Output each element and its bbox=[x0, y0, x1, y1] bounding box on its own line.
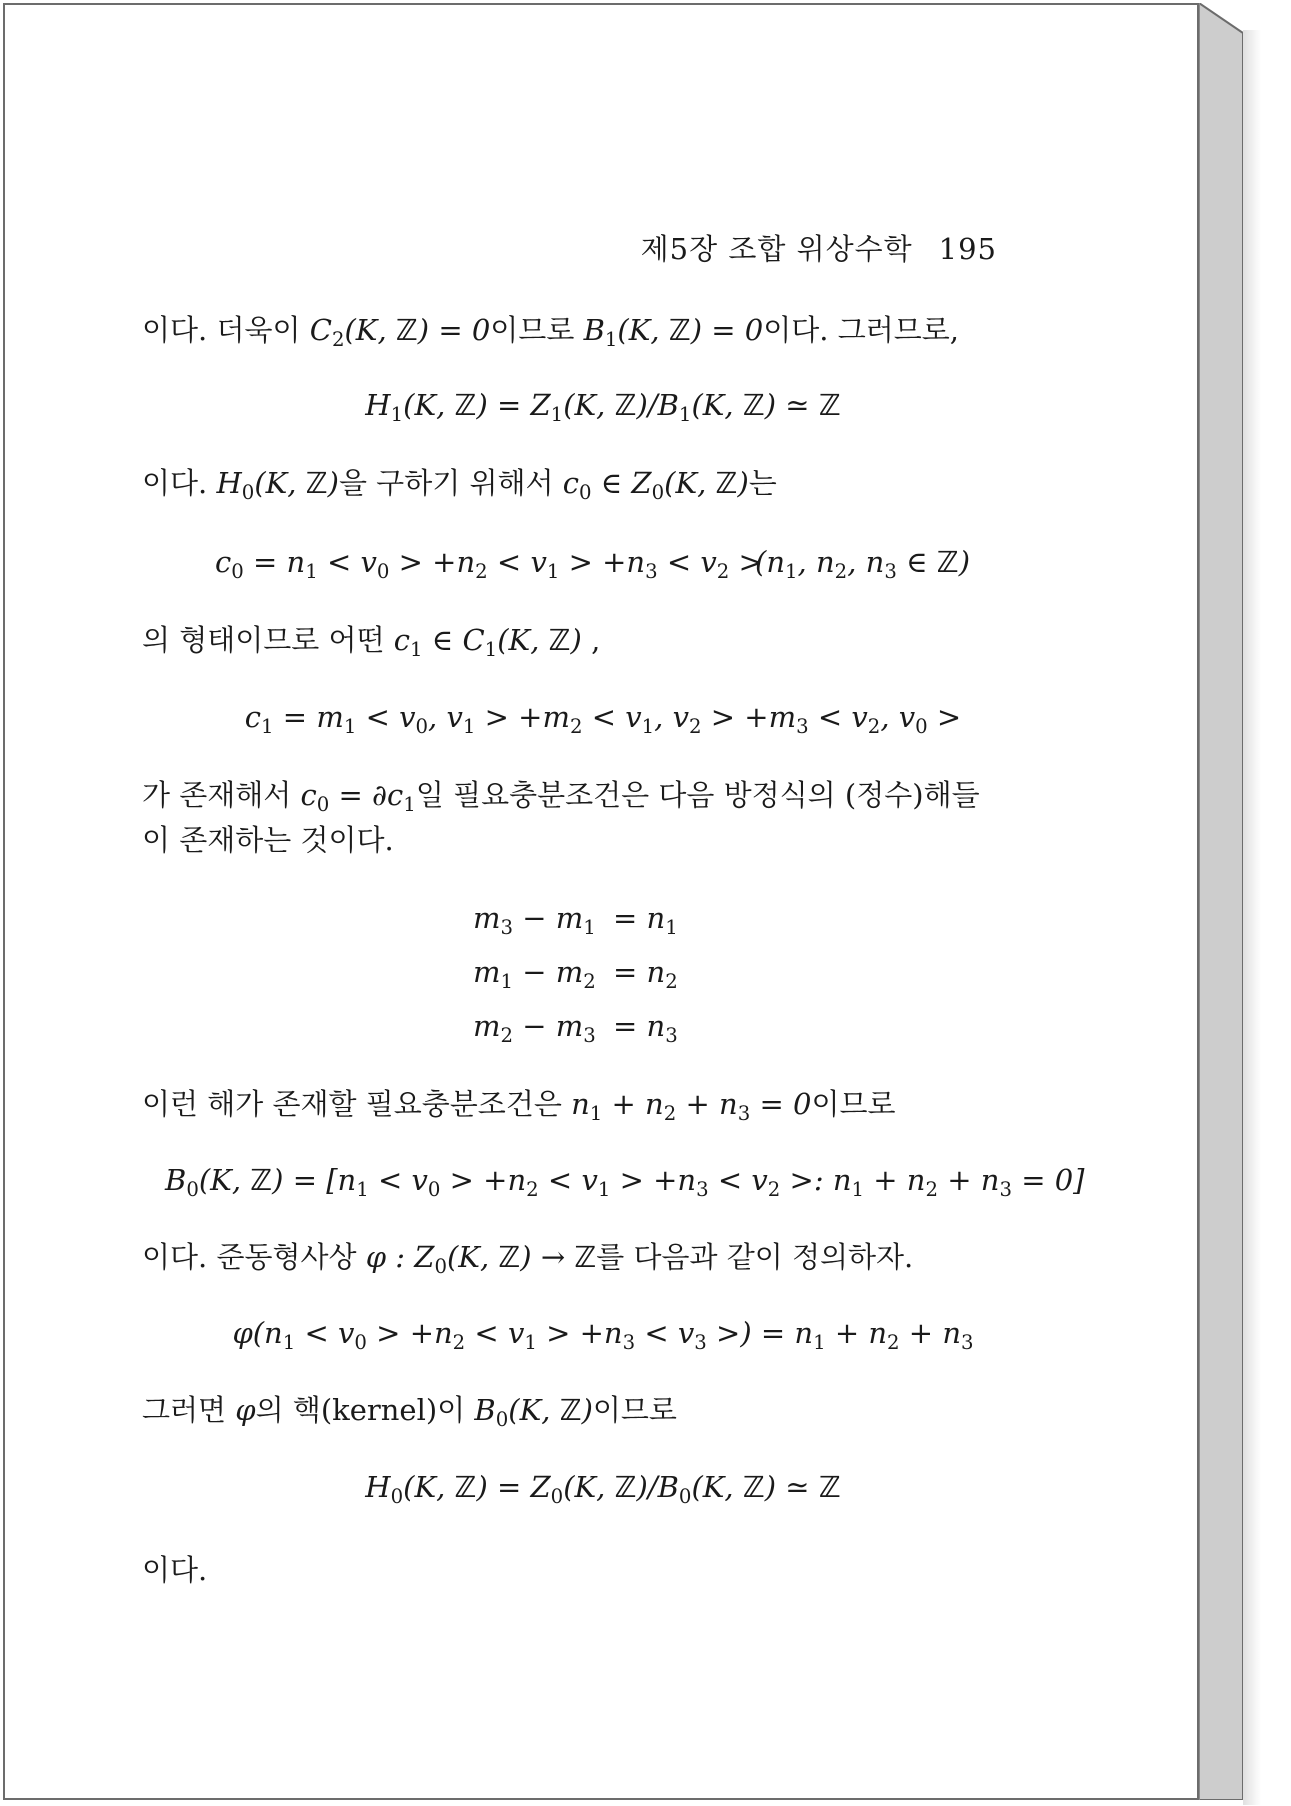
equation-b0: $B_0(K$, ℤ) = [$n_1 < v_0 > +n_2 < v_1 > +n_3 < v_2$ >: $n_1 + n_2 + n_3 = 0$] bbox=[165, 1163, 1085, 1201]
equation-c0: $c_0 = n_1 < v_0 > +n_2 < v_1 > +n_3 < v_2$ > bbox=[215, 545, 763, 583]
math-c2: $C_2(K$, ℤ) = 0 bbox=[309, 313, 491, 351]
equation-system-row-2: $m_1 - m_2 = n_2$ bbox=[473, 955, 678, 993]
equation-c0-condition: ($n_1$, $n_2$, $n_3$ ∈ ℤ) bbox=[755, 545, 971, 583]
running-header bbox=[641, 227, 997, 268]
book-page bbox=[3, 3, 1199, 1800]
text-line-8: 이 존재하는 것이다. bbox=[142, 823, 394, 857]
text-line-5: 의 형태이므로 어떤 $c_1$ ∈ $C_1(K$, ℤ) , bbox=[142, 623, 601, 661]
page-shadow bbox=[1243, 30, 1261, 1805]
text-line-10: 이런 해가 존재할 필요충분조건은 $n_1 + n_2 + n_3 = 0$이므로 bbox=[142, 1087, 896, 1125]
equation-h1: $H_1(K$, ℤ) = $Z_1(K$, $ℤ)/B_1(K$, ℤ) ≃ ℤ bbox=[365, 388, 841, 426]
chapter-title: 제5장 조합 위상수학 bbox=[640, 232, 913, 266]
equation-c1: $c_1 = m_1 < v_0$, $v_1 > +m_2 < v_1$, $v_2 > +m_3 < v_2$, $v_0$ > bbox=[244, 700, 962, 738]
equation-phi: $\varphi(n_1 < v_0 > +n_2 < v_1 > +n_3 < v_3$ >) = $n_1 + n_2 + n_3$ bbox=[232, 1316, 974, 1354]
math-b1: $B_1(K$, ℤ) = 0 bbox=[583, 313, 764, 351]
text-line-3: 이다. $H_0(K$, ℤ)을 구하기 위해서 $c_0$ ∈ $Z_0(K$, ℤ)는 bbox=[142, 466, 777, 504]
equation-h0: $H_0(K$, ℤ) = $Z_0(K$, $ℤ)/B_0(K$, ℤ) ≃ ℤ bbox=[365, 1470, 841, 1508]
text-line-12: 이다. 준동형사상 φ : $Z_0(K$, ℤ) → ℤ를 다음과 같이 정의하자. bbox=[142, 1240, 914, 1278]
text-line-7: 가 존재해서 $c_0 = \partial c_1$일 필요충분조건은 다음 방정식의 (정수)해들 bbox=[142, 778, 980, 816]
page-number: 195 bbox=[938, 232, 997, 266]
book-page-edge bbox=[1199, 3, 1243, 1800]
equation-system-row-3: $m_2 - m_3 = n_3$ bbox=[473, 1009, 678, 1047]
text-line-14: 그러면 φ의 핵(kernel)이 $B_0(K$, ℤ)이므로 bbox=[142, 1393, 677, 1431]
equation-system-row-1: $m_3 - m_1 = n_1$ bbox=[473, 901, 678, 939]
text-line-1: 이다. 더욱이 $C_2(K$, ℤ) = 0이므로 $B_1(K$, ℤ) = 0이다. 그러므로, bbox=[142, 313, 959, 351]
text-line-16: 이다. bbox=[142, 1553, 208, 1587]
